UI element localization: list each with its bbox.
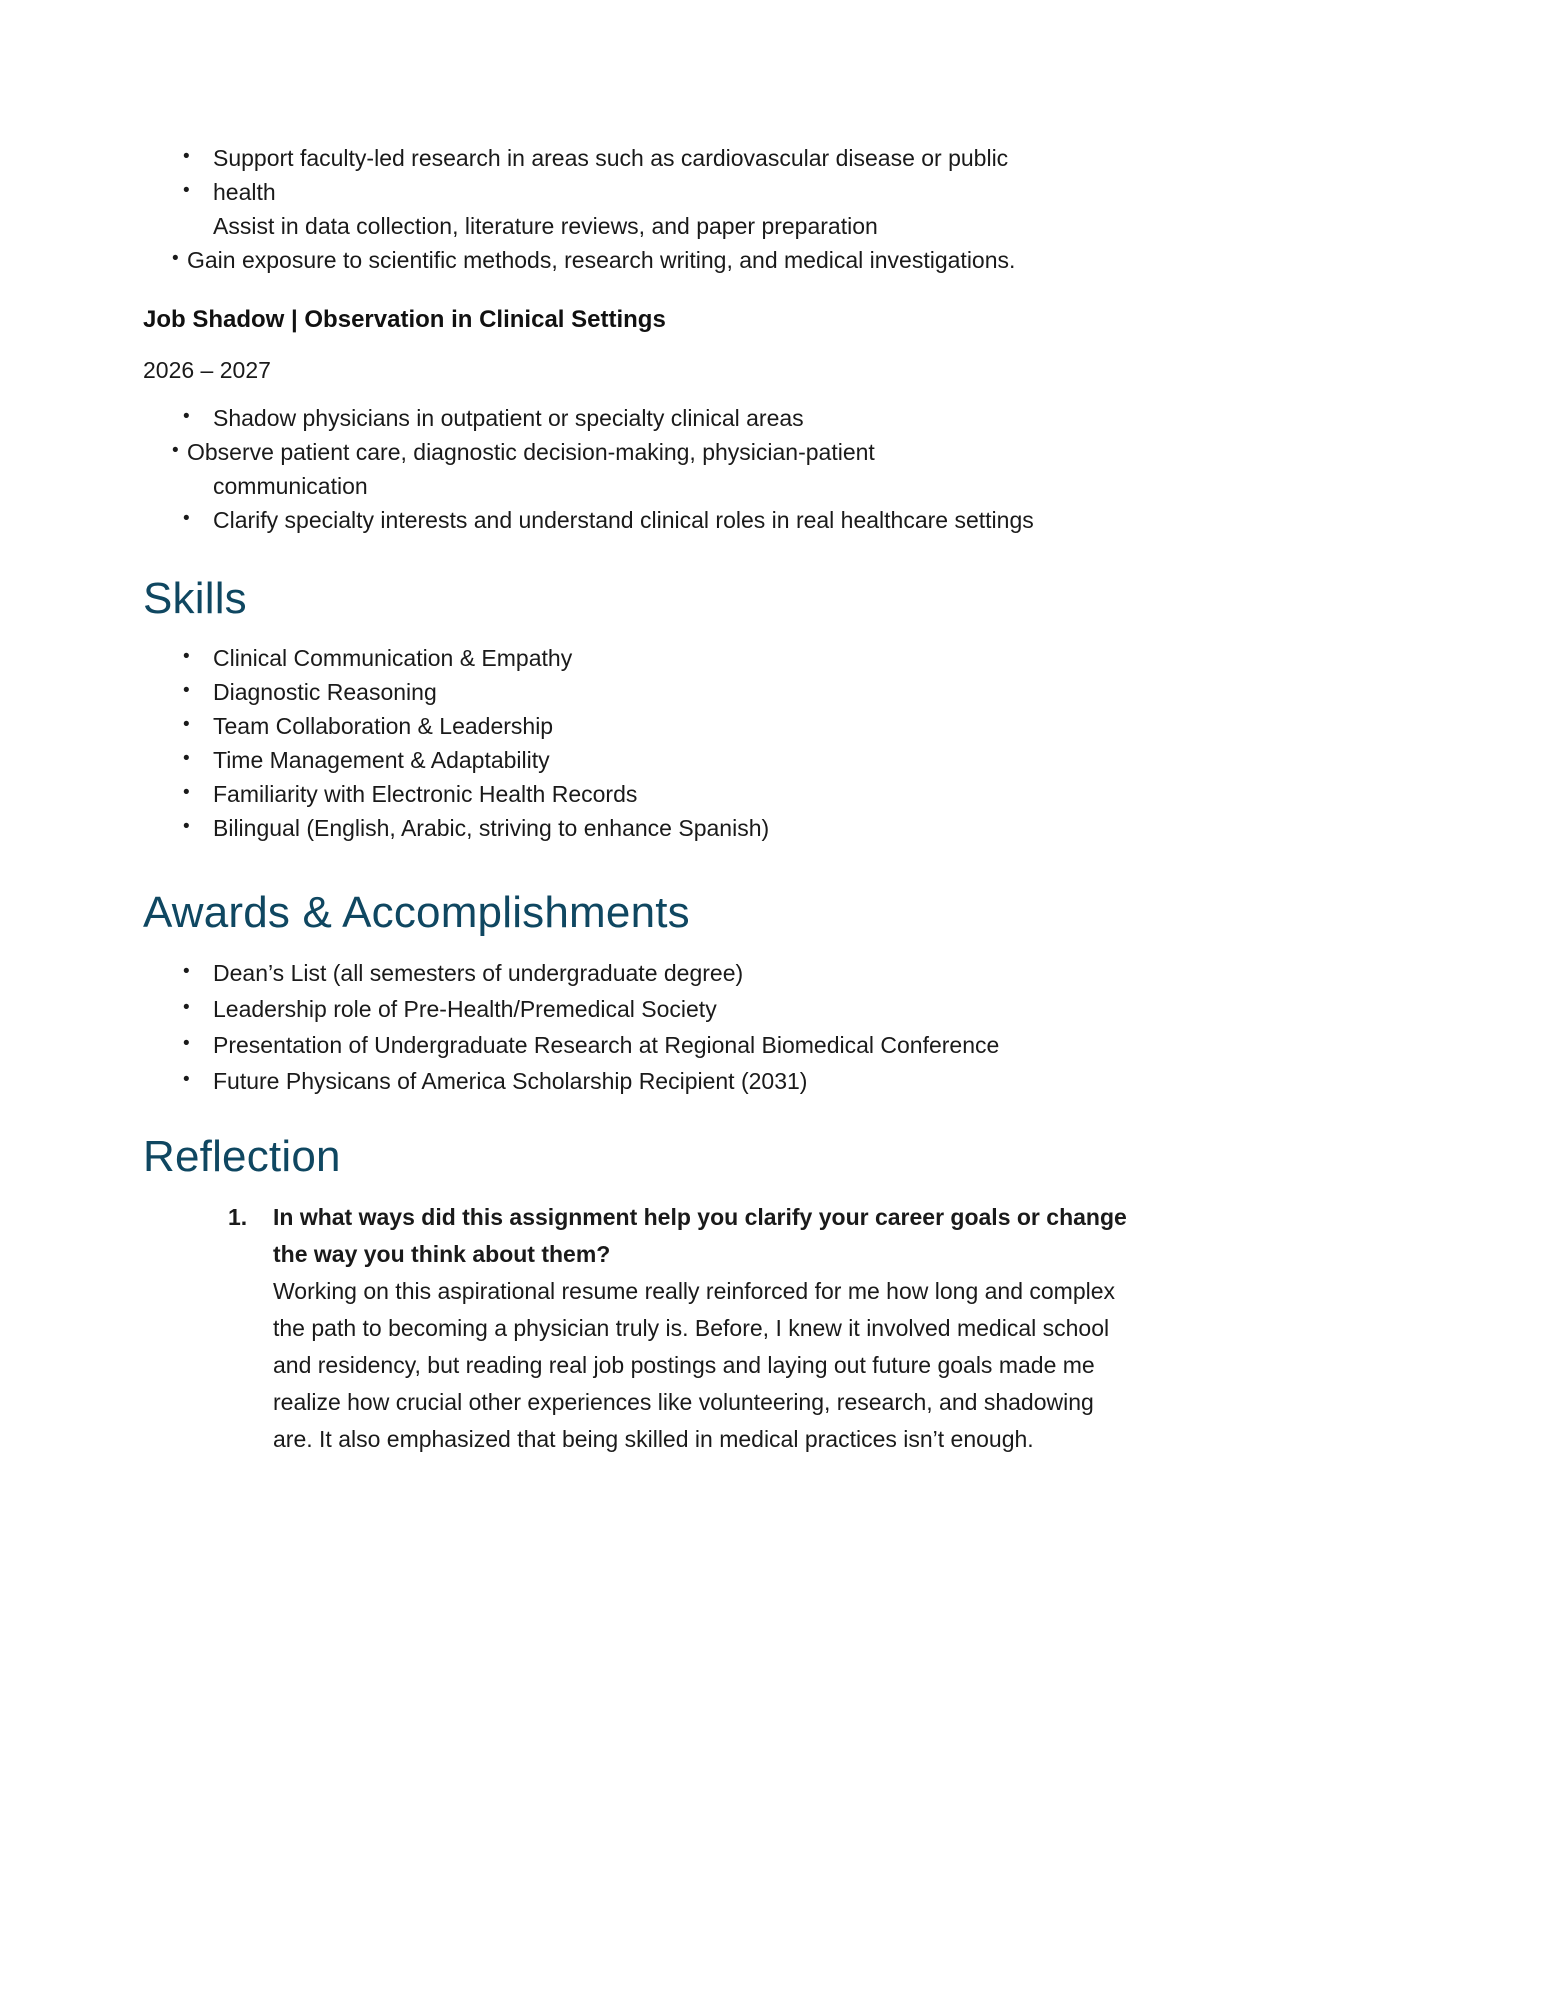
question-text: the way you think about them?	[273, 1241, 611, 1267]
answer-text: the path to becoming a physician truly is. Before, I knew it involved medical school	[273, 1315, 1110, 1341]
question-text: In what ways did this assignment help you clarify your career goals or change	[273, 1204, 1127, 1230]
bullet-icon: •	[183, 782, 190, 803]
reflection-heading: Reflection	[143, 1132, 341, 1181]
award-item-text: Dean’s List (all semesters of undergraduate degree)	[213, 960, 744, 986]
skill-item-text: Time Management & Adaptability	[213, 747, 550, 773]
bullet-icon: •	[183, 146, 190, 167]
job-shadow-heading: Job Shadow | Observation in Clinical Settings	[143, 306, 666, 333]
list-item-text: health	[213, 179, 276, 205]
bullet-icon: •	[172, 440, 179, 461]
document-content	[143, 141, 1433, 1458]
bullet-icon: •	[183, 1069, 190, 1090]
bullet-icon: •	[183, 816, 190, 837]
list-item	[143, 991, 1433, 1027]
answer-text: and residency, but reading real job postings and laying out future goals made me	[273, 1352, 1095, 1378]
list-item	[143, 675, 1433, 709]
list-item	[143, 777, 1433, 811]
list-item-text: Assist in data collection, literature reviews, and paper preparation	[213, 213, 878, 239]
list-item-text: Shadow physicians in outpatient or specialty clinical areas	[213, 405, 804, 431]
list-item	[143, 435, 1433, 503]
job-shadow-bullet-list	[143, 401, 1433, 537]
research-bullet-list	[143, 141, 1433, 277]
bullet-icon: •	[183, 1033, 190, 1054]
bullet-icon: •	[183, 646, 190, 667]
list-item	[143, 1027, 1433, 1063]
list-item	[143, 709, 1433, 743]
skill-item-text: Clinical Communication & Empathy	[213, 645, 573, 671]
award-item-text: Presentation of Undergraduate Research at Regional Biomedical Conference	[213, 1032, 1000, 1058]
skills-heading: Skills	[143, 574, 247, 623]
answer-text: are. It also emphasized that being skilled in medical practices isn’t enough.	[273, 1426, 1034, 1452]
reflection-answer	[143, 1273, 1433, 1458]
list-item	[143, 641, 1433, 675]
list-item	[143, 955, 1433, 991]
bullet-icon: •	[183, 180, 190, 201]
list-item	[143, 141, 1433, 175]
list-item	[143, 1063, 1433, 1099]
list-item	[143, 743, 1433, 777]
list-item	[143, 503, 1433, 537]
job-shadow-dates: 2026 – 2027	[143, 357, 271, 383]
awards-list	[143, 955, 1433, 1099]
reflection-question	[143, 1199, 1433, 1273]
award-item-text: Leadership role of Pre-Health/Premedical Society	[213, 996, 717, 1022]
skill-item-text: Team Collaboration & Leadership	[213, 713, 554, 739]
question-number: 1.	[228, 1204, 248, 1230]
list-item	[143, 401, 1433, 435]
bullet-icon: •	[183, 508, 190, 529]
list-item	[143, 175, 1433, 243]
list-item-text: Clarify specialty interests and understand clinical roles in real healthcare settings	[213, 507, 1034, 533]
answer-text: realize how crucial other experiences like volunteering, research, and shadowing	[273, 1389, 1094, 1415]
skill-item-text: Bilingual (English, Arabic, striving to enhance Spanish)	[213, 815, 770, 841]
skill-item-text: Diagnostic Reasoning	[213, 679, 437, 705]
bullet-icon: •	[183, 714, 190, 735]
bullet-icon: •	[183, 997, 190, 1018]
list-item-text: Gain exposure to scientific methods, research writing, and medical investigations.	[187, 247, 1016, 273]
bullet-icon: •	[183, 961, 190, 982]
bullet-icon: •	[183, 406, 190, 427]
list-item	[143, 811, 1433, 845]
awards-heading: Awards & Accomplishments	[143, 888, 690, 937]
list-item-text: Support faculty-led research in areas such as cardiovascular disease or public	[213, 145, 1009, 171]
answer-text: Working on this aspirational resume really reinforced for me how long and complex	[273, 1278, 1116, 1304]
skill-item-text: Familiarity with Electronic Health Records	[213, 781, 638, 807]
bullet-icon: •	[172, 248, 179, 269]
bullet-icon: •	[183, 748, 190, 769]
list-item	[143, 243, 1433, 277]
bullet-icon: •	[183, 680, 190, 701]
list-item-text: Observe patient care, diagnostic decision-making, physician-patient	[187, 439, 875, 465]
skills-list	[143, 641, 1433, 845]
award-item-text: Future Physicans of America Scholarship Recipient (2031)	[213, 1068, 808, 1094]
list-item-text: communication	[213, 473, 368, 499]
